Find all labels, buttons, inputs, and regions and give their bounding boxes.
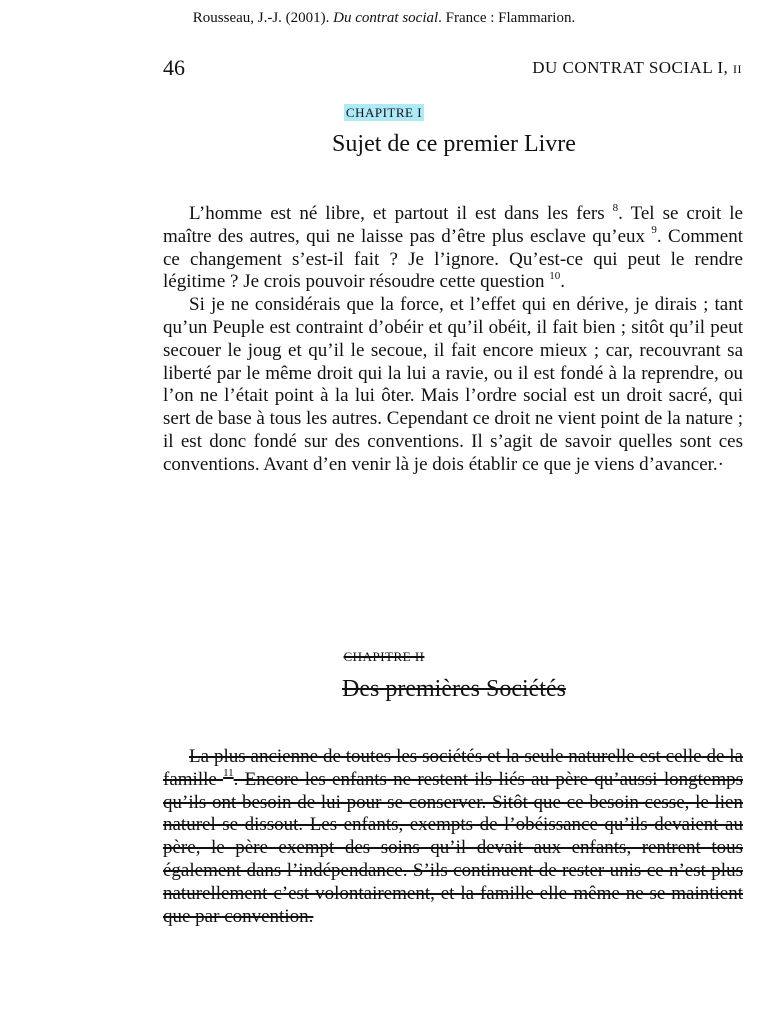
chapter-1-body xyxy=(163,203,743,477)
chapter-2-paragraph-1 xyxy=(163,746,743,928)
chapter-1-paragraph-1 xyxy=(163,203,743,294)
paragraph-text: . Tel se croit le maître des autres, qui ne laisse pas d’être plus esclave qu’eux xyxy=(163,203,743,247)
chapter-2-body xyxy=(163,746,743,928)
citation-prefix: Rousseau, J.-J. (2001). xyxy=(192,10,334,26)
running-head xyxy=(532,58,742,78)
citation-line xyxy=(0,10,768,27)
chapter-1-title: Sujet de ce premier Livre xyxy=(332,131,576,157)
paragraph-text: L’homme est né libre, et partout il est dans les fers xyxy=(189,203,613,224)
running-head-chapter: II xyxy=(733,62,742,76)
chapter-2-title: Des premières Sociétés xyxy=(342,676,566,702)
chapter-2-label xyxy=(0,649,768,665)
page-number: 46 xyxy=(163,55,185,80)
chapter-1-paragraph-2: Si je ne considérais que la force, et l’effet qui en dérive, je dirais ; tant qu’un Peuple est contraint d’obéir et qu’il obéit, il fait bien ; sitôt qu’il peut secouer le joug et qu’il le secoue, il fait encore mieux ; car, recouvrant sa liberté par le même droit qui la lui a ravie, ou il est fondé à la reprendre, ou l’on ne l’était point à la lui ôter. Mais l’ordre social est un droit sacré, qui sert de base à tous les autres. Cependant ce droit ne vient point de la nature ; il est donc fondé sur des conventions. Il s’agit de savoir quelles sont ces conventions. Avant d’en venir là je dois établir ce que je viens d’avancer.· xyxy=(163,294,743,475)
paragraph-text: La plus ancienne de toutes les sociétés et la seule naturelle est celle de la famille xyxy=(163,746,743,790)
chapter-2-label-text: CHAPITRE II xyxy=(343,649,425,664)
citation-suffix: . France : Flammarion. xyxy=(438,10,576,26)
footnote-ref-10: 10 xyxy=(549,270,561,283)
running-head-title: DU CONTRAT SOCIAL I, xyxy=(532,58,729,77)
paragraph-text: . xyxy=(560,271,565,293)
paragraph-text: . Encore les enfants ne restent-ils liés au père qu’aussi longtemps qu’ils ont besoin de lui pour se conserver. Sitôt que ce besoin cesse, le lien naturel se dissout. Les enfants, exempts de l’obéissance qu’ils devaient au père, le père exempt des soins qu’il devait aux enfants, rentrent tous également dans l’indépendance. S’ils continuent de rester unis ce n’est plus naturellement c’est volontairement, et la famille elle-même ne se maintient que par convention. xyxy=(163,768,743,927)
footnote-ref-8: 8 xyxy=(612,201,619,214)
chapter-1-label xyxy=(0,105,768,121)
footnote-ref-11: 11 xyxy=(223,767,234,780)
citation-title: Du contrat social xyxy=(333,10,439,26)
footnote-ref-9: 9 xyxy=(651,224,657,237)
paragraph-text: . Comment ce changement s’est-il fait ? Je l’ignore. Qu’est-ce qui peut le rendre légitime ? Je crois pouvoir résoudre cette question xyxy=(163,225,743,293)
chapter-1-label-text: CHAPITRE I xyxy=(345,105,423,120)
